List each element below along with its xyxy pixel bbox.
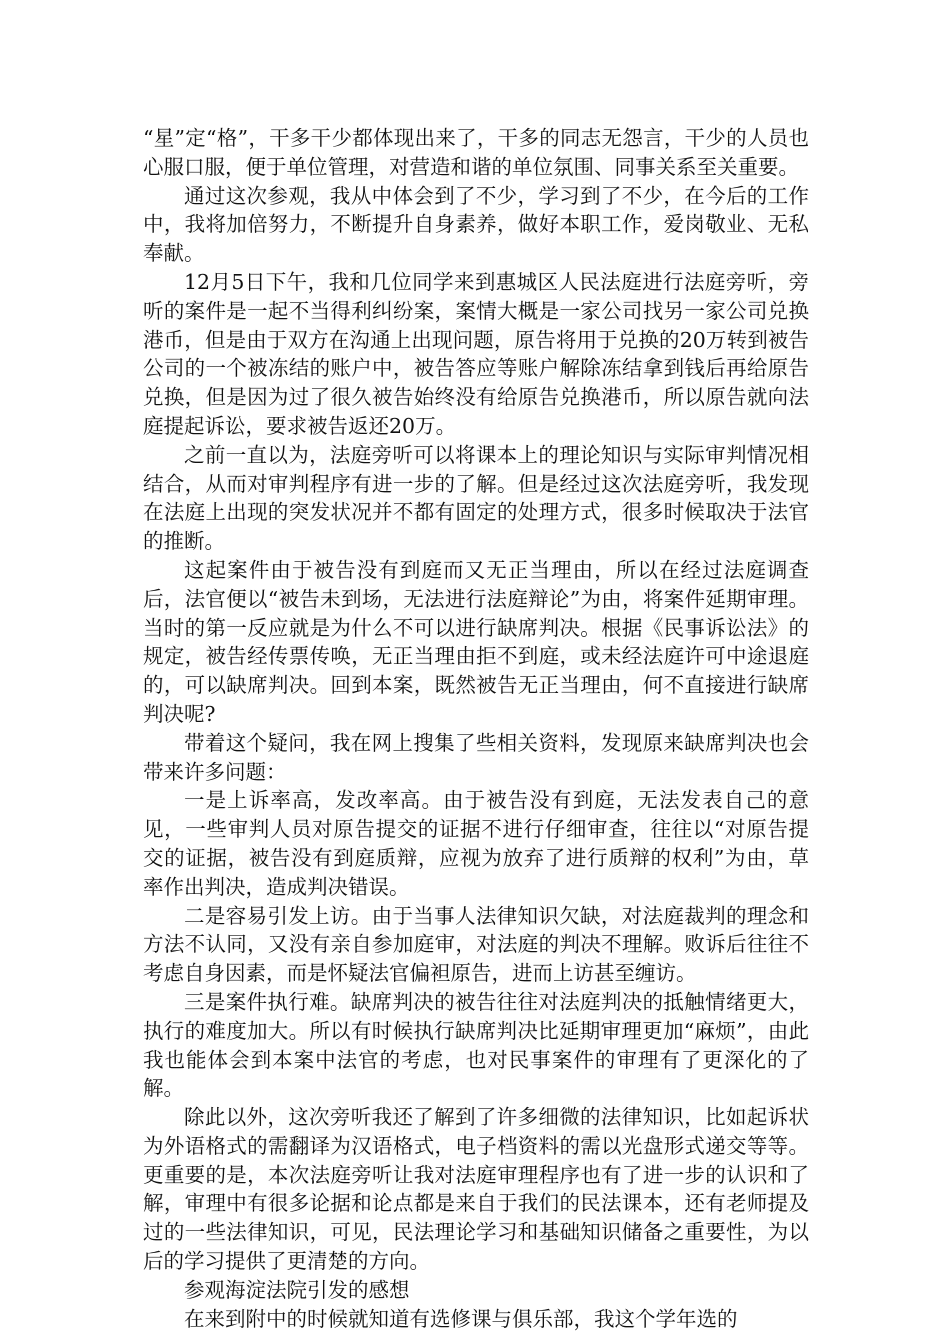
paragraph: 通过这次参观，我从中体会到了不少，学习到了不少，在今后的工作中，我将加倍努力，不断提升自身素养，做好本职工作，爱岗敬业、无私奉献。 (143, 183, 809, 266)
section-heading: 参观海淀法院引发的感想 (184, 1277, 410, 1302)
paragraph: 二是容易引发上访。由于当事人法律知识欠缺，对法庭裁判的理念和方法不认同，又没有亲自参加庭审，对法庭的判决不理解。败诉后往往不考虑自身因素，而是怀疑法官偏袒原告，进而上访甚至缠访。 (143, 903, 809, 986)
paragraph: 一是上诉率高，发改率高。由于被告没有到庭，无法发表自己的意见，一些审判人员对原告提交的证据不进行仔细审查，往往以“对原告提交的证据，被告没有到庭质辩，应视为放弃了进行质辩的权利”为由，草率作出判决，造成判决错误。 (143, 788, 809, 899)
paragraph: 在来到附中的时候就知道有选修课与俱乐部，我这个学年选的 (184, 1306, 738, 1331)
paragraph: 12月5日下午，我和几位同学来到惠城区人民法庭进行法庭旁听，旁听的案件是一起不当得利纠纷案，案情大概是一家公司找另一家公司兑换港币，但是由于双方在沟通上出现问题，原告将用于兑换的20万转到被告公司的一个被冻结的账户中，被告答应等账户解除冻结拿到钱后再给原告兑换，但是因为过了很久被告始终没有给原告兑换港币，所以原告就向法庭提起诉讼，要求被告返还20万。 (143, 269, 809, 438)
paragraph: 带着这个疑问，我在网上搜集了些相关资料，发现原来缺席判决也会带来许多问题： (143, 730, 809, 784)
paragraph: 除此以外，这次旁听我还了解到了许多细微的法律知识，比如起诉状为外语格式的需翻译为汉语格式，电子档资料的需以光盘形式递交等等。更重要的是，本次法庭旁听让我对法庭审理程序也有了进一步的认识和了解，审理中有很多论据和论点都是来自于我们的民法课本，还有老师提及过的一些法律知识，可见，民法理论学习和基础知识储备之重要性，为以后的学习提供了更清楚的方向。 (143, 1105, 809, 1274)
document-body (143, 124, 809, 1333)
paragraph-continuation: “星”定“格”，干多干少都体现出来了，干多的同志无怨言，干少的人员也心服口服，便于单位管理，对营造和谐的单位氛围、同事关系至关重要。 (143, 126, 809, 179)
paragraph: 这起案件由于被告没有到庭而又无正当理由，所以在经过法庭调查后，法官便以“被告未到场，无法进行法庭辩论”为由，将案件延期审理。当时的第一反应就是为什么不可以进行缺席判决。根据《民事诉讼法》的规定，被告经传票传唤，无正当理由拒不到庭，或未经法庭许可中途退庭的，可以缺席判决。回到本案，既然被告无正当理由，何不直接进行缺席判决呢? (143, 557, 809, 726)
paragraph: 之前一直以为，法庭旁听可以将课本上的理论知识与实际审判情况相结合，从而对审判程序有进一步的了解。但是经过这次法庭旁听，我发现在法庭上出现的突发状况并不都有固定的处理方式，很多时候取决于法官的推断。 (143, 442, 809, 554)
paragraph: 三是案件执行难。缺席判决的被告往往对法庭判决的抵触情绪更大，执行的难度加大。所以有时候执行缺席判决比延期审理更加“麻烦”，由此我也能体会到本案中法官的考虑，也对民事案件的审理有了更深化的了解。 (143, 989, 809, 1101)
